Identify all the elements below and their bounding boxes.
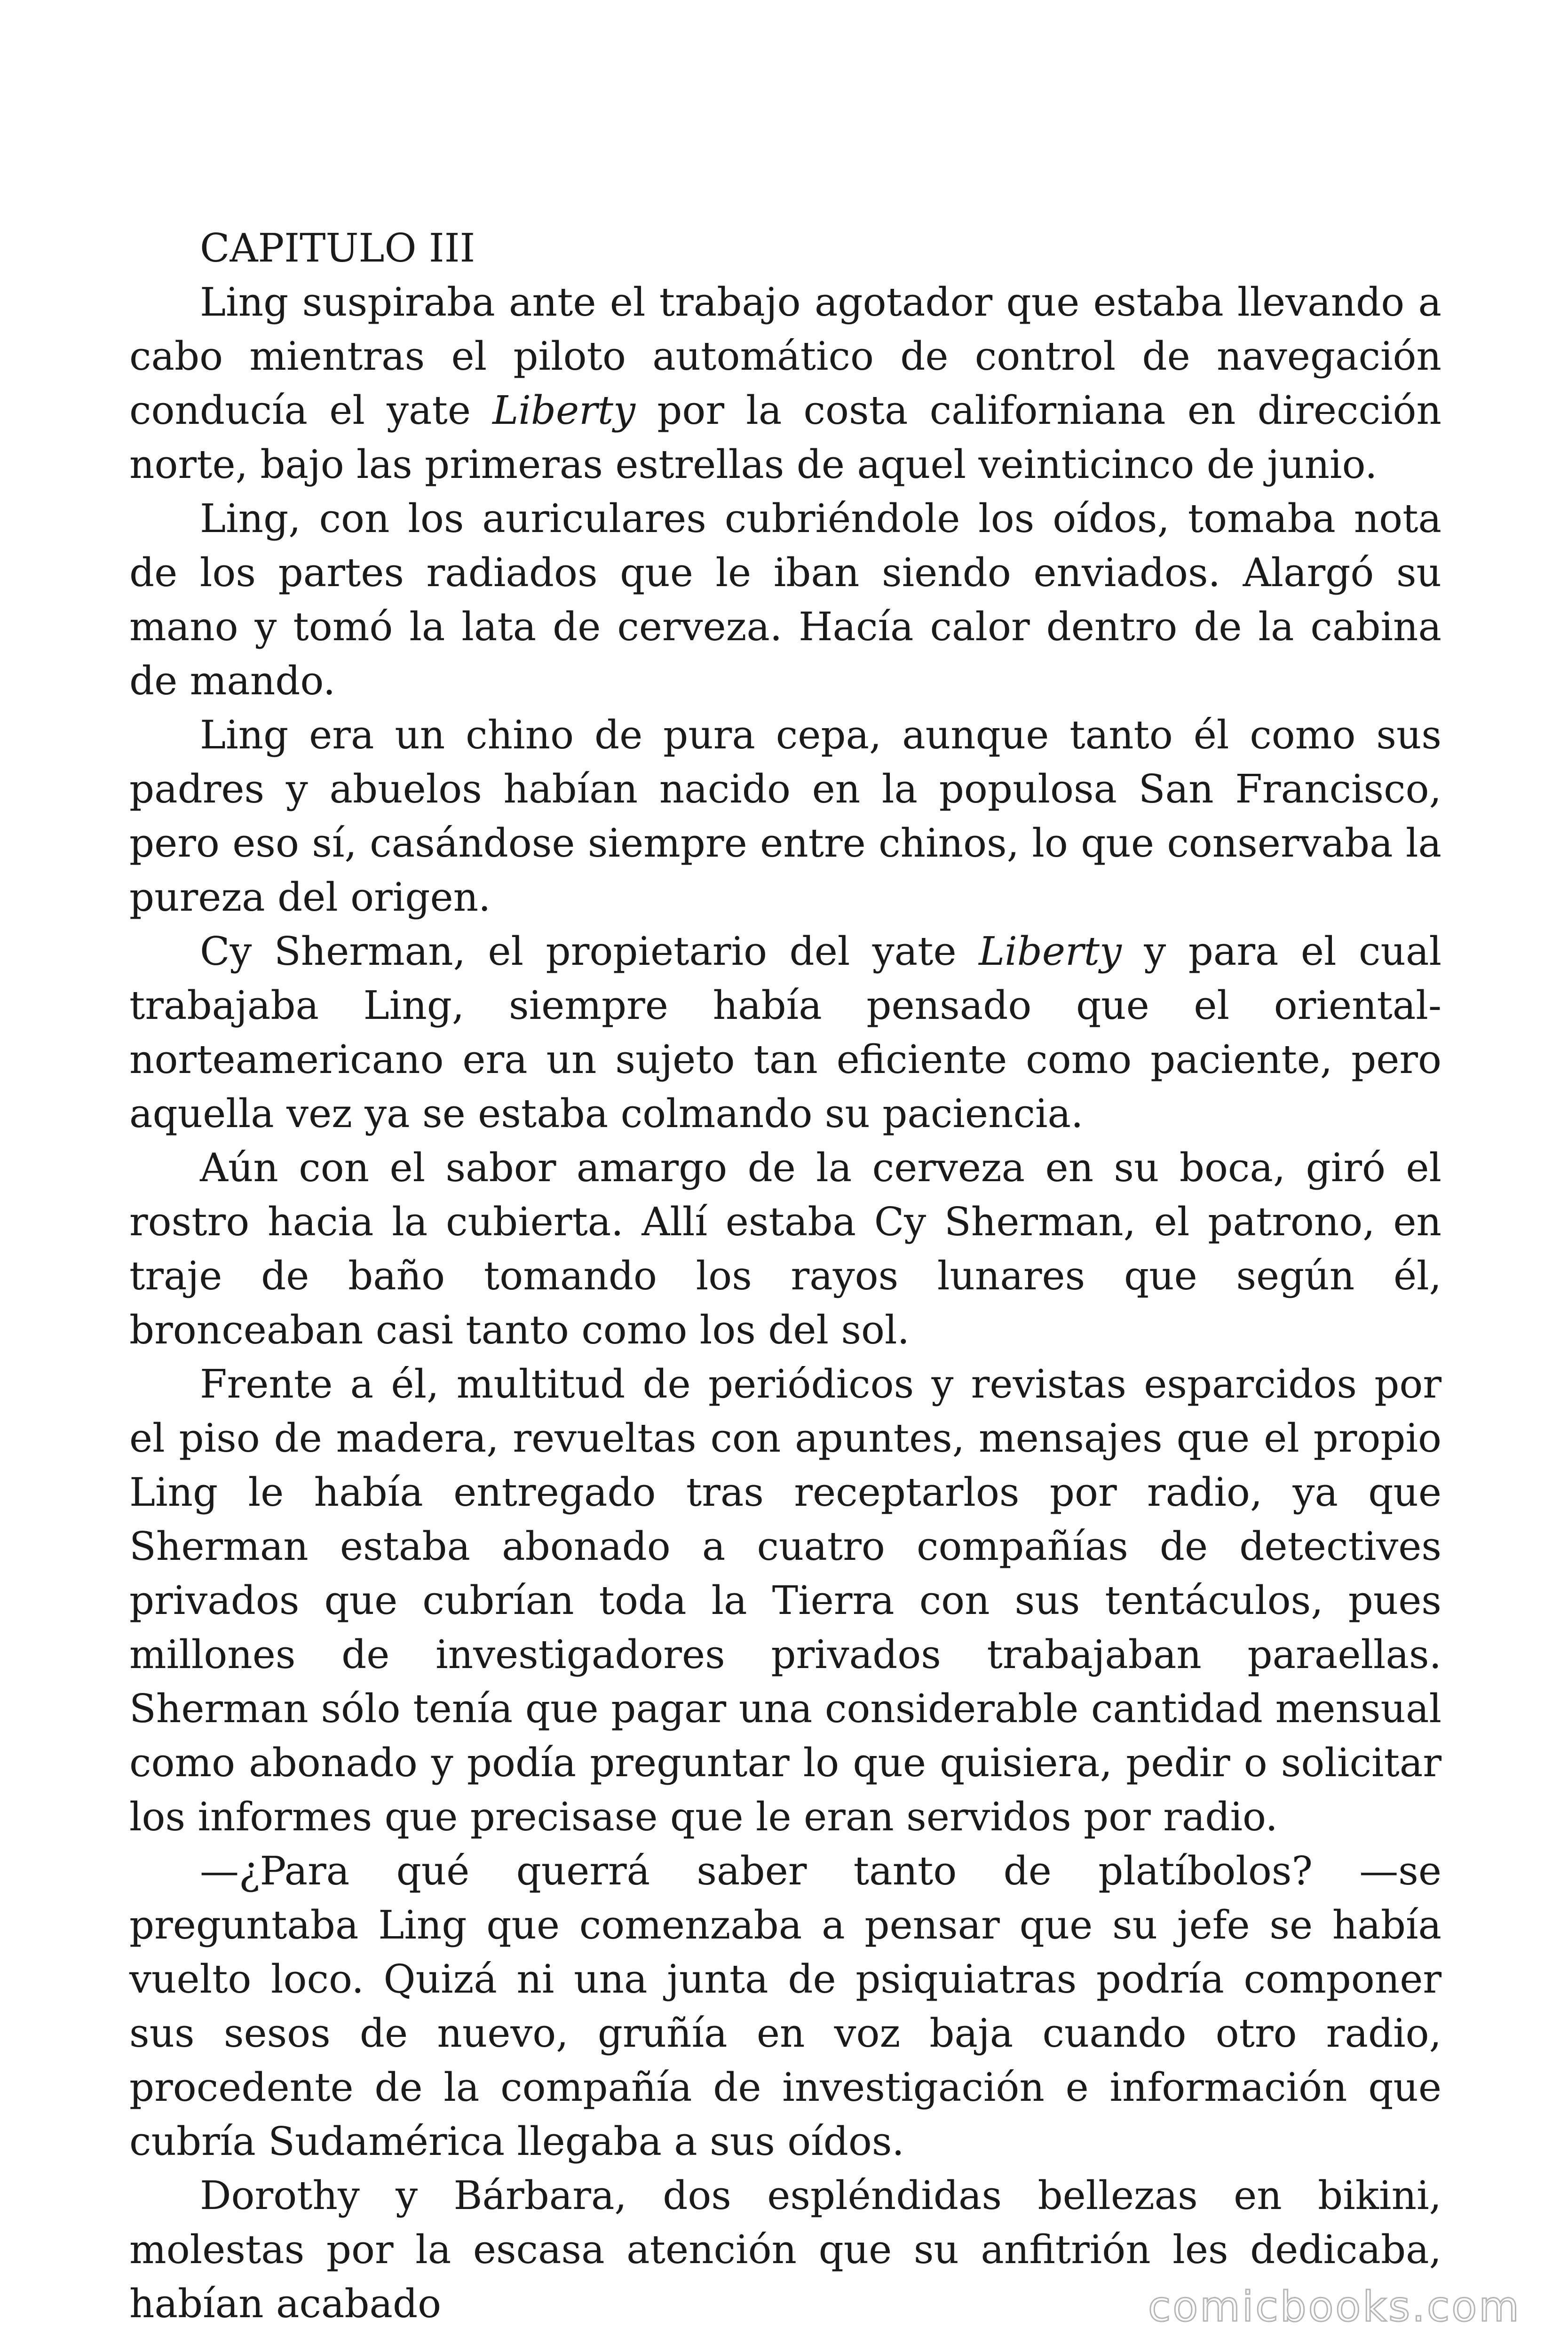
paragraph (129, 1141, 1441, 1357)
paragraph-text: Aún con el sabor amargo de la cerveza en su boca, giró el rostro hacia la cubierta. Allí estaba Cy Sherman, el patrono, en traje de baño tomando los rayos lunares que según él, bronceaban casi tanto como los del sol. (129, 1145, 1441, 1353)
paragraph-text: por la costa californiana en dirección norte, bajo las primeras estrellas de aquel veinticinco de junio. (129, 388, 1441, 487)
body-text (129, 221, 1441, 2331)
paragraph-text: Frente a él, multitud de periódicos y revistas esparcidos por el piso de madera, revueltas con apuntes, mensajes que el propio Ling le había entregado tras receptarlos por radio, ya que Sherman estaba abonado a cuatro compañías de detectives privados que cubrían toda la Tierra con sus tentáculos, pues millones de investigadores privados trabajaban paraellas. Sherman sólo tenía que pagar una considerable cantidad mensual como abonado y podía preguntar lo que quisiera, pedir o solicitar los informes que precisase que le eran servidos por radio. (129, 1361, 1441, 1840)
paragraph (129, 492, 1441, 708)
italic-title: Liberty (492, 388, 636, 433)
paragraph-text: Cy Sherman, el propietario del yate (200, 929, 979, 974)
paragraph (129, 1357, 1441, 1844)
italic-title: Liberty (979, 929, 1122, 974)
paragraph-text: Dorothy y Bárbara, dos espléndidas bellezas en bikini, molestas por la escasa atención que su anfitrión les dedicaba, habían acabado (129, 2173, 1441, 2327)
paragraph-text: y para el cual trabajaba Ling, siempre había pensado que el oriental-norteamericano era un sujeto tan eficiente como paciente, pero aquella vez ya se estaba colmando su paciencia. (129, 929, 1441, 1136)
paragraph-text: Ling suspiraba ante el trabajo agotador que estaba llevando a cabo mientras el piloto automático de control de navegación conducía el yate (129, 279, 1441, 433)
paragraph-text: Ling, con los auriculares cubriéndole los oídos, tomaba nota de los partes radiados que le iban siendo enviados. Alargó su mano y tomó la lata de cerveza. Hacía calor dentro de la cabina de mando. (129, 496, 1441, 704)
paragraph-text: —¿Para qué querrá saber tanto de platíbolos? —se preguntaba Ling que comenzaba a pensar que su jefe se había vuelto loco. Quizá ni una junta de psiquiatras podría componer sus sesos de nuevo, gruñía en voz baja cuando otro radio, procedente de la compañía de investigación e información que cubría Sudamérica llegaba a sus oídos. (129, 1848, 1441, 2164)
chapter-heading: CAPITULO III (200, 225, 475, 271)
paragraph-text: Ling era un chino de pura cepa, aunque tanto él como sus padres y abuelos habían nacido en la populosa San Francisco, pero eso sí, casándose siempre entre chinos, lo que conservaba la pureza del origen. (129, 712, 1441, 920)
paragraph (129, 275, 1441, 492)
paragraph (129, 1844, 1441, 2169)
watermark-logo: comicbooks.com (1148, 2282, 1521, 2331)
paragraph (129, 708, 1441, 924)
paragraph (129, 924, 1441, 1141)
